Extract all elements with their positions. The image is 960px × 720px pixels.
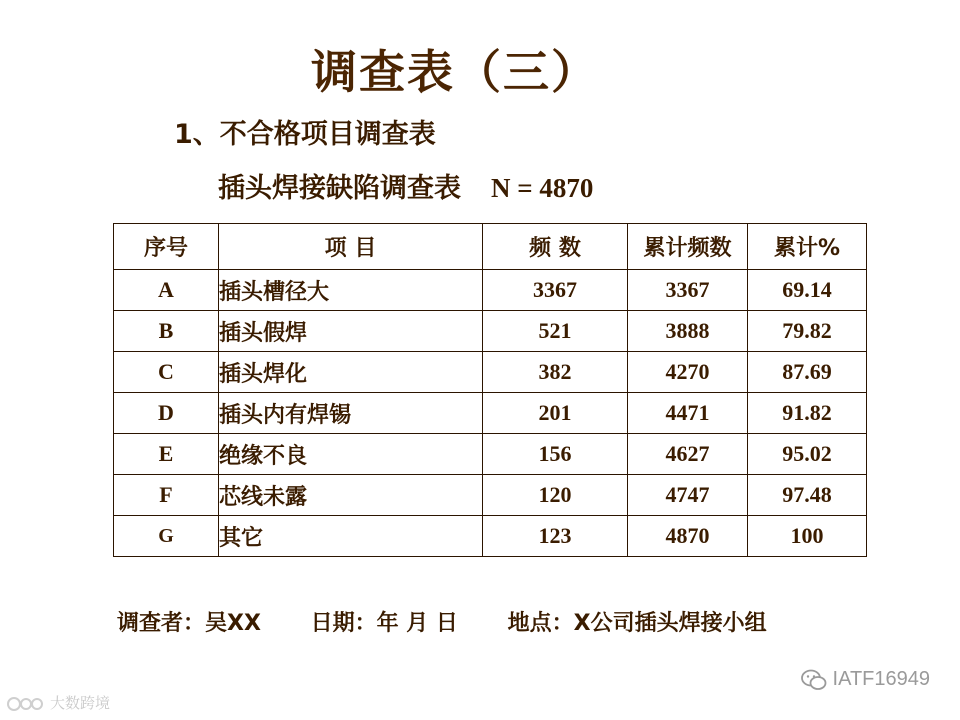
cell-cum-freq: 4870: [628, 516, 748, 557]
cell-freq: 521: [483, 311, 628, 352]
cell-item: 插头焊化: [219, 352, 483, 393]
cell-freq: 123: [483, 516, 628, 557]
cell-freq: 382: [483, 352, 628, 393]
table-title: [218, 166, 593, 205]
cell-seq: F: [114, 475, 219, 516]
cell-seq: G: [114, 516, 219, 557]
table-title-text: 插头焊接缺陷调查表: [218, 173, 461, 204]
cell-cum-pct: 91.82: [748, 393, 867, 434]
cell-cum-freq: 3888: [628, 311, 748, 352]
watermark-logo-icon: [6, 694, 46, 712]
cell-cum-pct: 87.69: [748, 352, 867, 393]
cell-item: 芯线未露: [219, 475, 483, 516]
cell-cum-freq: 3367: [628, 270, 748, 311]
cell-freq: 156: [483, 434, 628, 475]
survey-footer: [117, 606, 809, 637]
page-title: 调查表（三）: [311, 45, 599, 99]
table-row: [114, 393, 867, 434]
wechat-icon: [801, 669, 827, 691]
watermark-right-text: IATF16949: [832, 668, 930, 690]
cell-item: 其它: [219, 516, 483, 557]
watermark-left: [6, 692, 110, 713]
cell-cum-freq: 4627: [628, 434, 748, 475]
cell-item: 插头槽径大: [219, 270, 483, 311]
cell-freq: 120: [483, 475, 628, 516]
cell-freq: 3367: [483, 270, 628, 311]
cell-cum-pct: 100: [748, 516, 867, 557]
cell-seq: C: [114, 352, 219, 393]
cell-cum-freq: 4270: [628, 352, 748, 393]
sample-size: N = 4870: [491, 173, 594, 203]
cell-seq: D: [114, 393, 219, 434]
cell-item: 绝缘不良: [219, 434, 483, 475]
watermark-right: [801, 668, 930, 691]
cell-seq: E: [114, 434, 219, 475]
cell-item: 插头假焊: [219, 311, 483, 352]
table-row: [114, 516, 867, 557]
defect-survey-table: [113, 223, 867, 557]
cell-seq: A: [114, 270, 219, 311]
header-cum-freq: 累计频数: [628, 224, 748, 270]
cell-cum-pct: 69.14: [748, 270, 867, 311]
table-row: [114, 270, 867, 311]
header-cum-pct: 累计%: [748, 224, 867, 270]
cell-seq: B: [114, 311, 219, 352]
table-row: [114, 434, 867, 475]
survey-date: 日期：年 月 日: [310, 611, 458, 636]
table-row: [114, 475, 867, 516]
cell-cum-pct: 79.82: [748, 311, 867, 352]
watermark-left-text: 大数跨境: [50, 695, 111, 712]
cell-cum-pct: 97.48: [748, 475, 867, 516]
survey-location: 地点：X公司插头焊接小组: [507, 611, 767, 636]
cell-cum-freq: 4747: [628, 475, 748, 516]
cell-freq: 201: [483, 393, 628, 434]
header-item: 项 目: [219, 224, 483, 270]
cell-cum-pct: 95.02: [748, 434, 867, 475]
header-seq: 序号: [114, 224, 219, 270]
cell-item: 插头内有焊锡: [219, 393, 483, 434]
section-subtitle: 1、不合格项目调查表: [174, 119, 436, 150]
header-freq: 频 数: [483, 224, 628, 270]
table-row: [114, 352, 867, 393]
table-row: [114, 311, 867, 352]
investigator: 调查者：吴XX: [117, 611, 261, 636]
table-header-row: [114, 224, 867, 270]
cell-cum-freq: 4471: [628, 393, 748, 434]
